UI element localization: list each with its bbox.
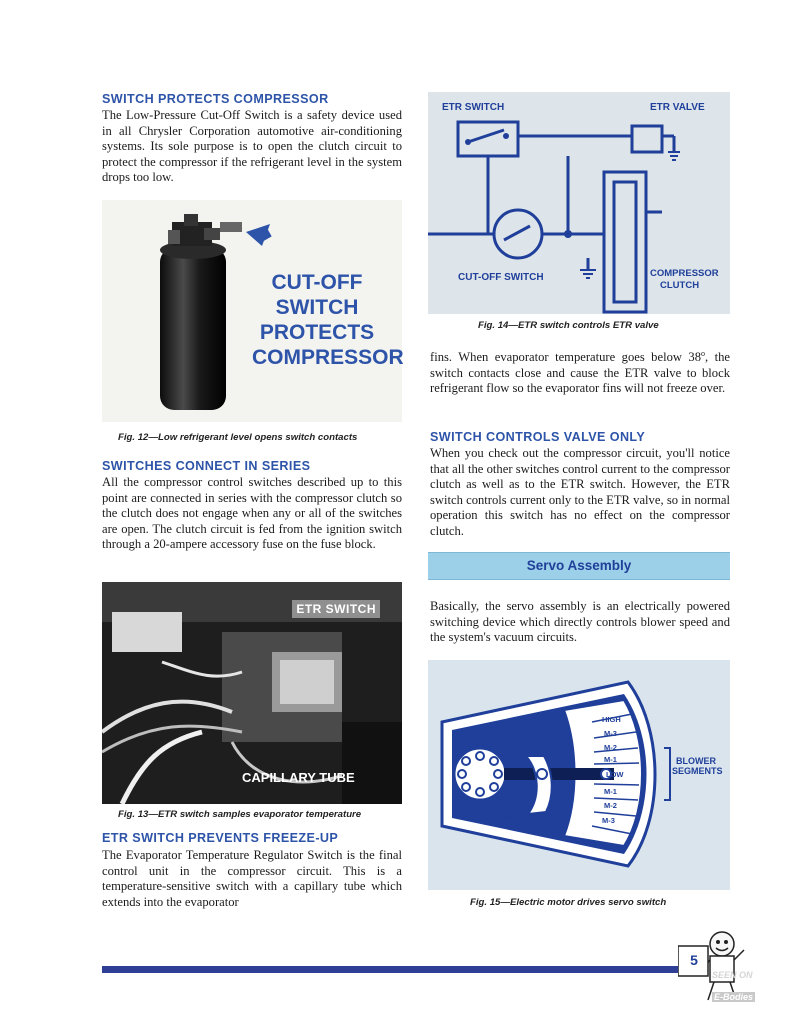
etr-circuit-diagram [428,92,730,314]
servo-banner-title: Servo Assembly [526,558,632,573]
figure-13 [102,582,402,804]
watermark-seen-on: SEEN ON [712,970,753,980]
fig14-caption: Fig. 14—ETR switch controls ETR valve [478,320,659,331]
fig15-label-switch-arm: SWITCH ARM [464,726,523,736]
fig12-caption: Fig. 12—Low refrigerant level opens switch contacts [118,432,358,443]
fig13-label-capillary: CAPILLARY TUBE [242,770,355,785]
fig12-overlay-label [252,270,404,370]
fig14-label-clutch: CLUTCH [660,280,700,291]
segment-label: M-1 [604,755,617,764]
servo-switch-diagram [428,660,730,890]
fig12-label-line2: SWITCH [275,296,359,319]
segment-label: HIGH [602,715,621,724]
figure-15 [428,660,730,890]
paragraph-cutoff-switch: The Low-Pressure Cut-Off Switch is a safety device used in all Chrysler Corporation automotive air-conditioning systems. Its sole purpose is to open the clutch circuit to protect the compressor if the refrigerant level in the system drops too low. [102,108,402,185]
circuit-wires [428,122,674,312]
fig15-label-outer-1: OUTER [532,716,564,726]
figure-12 [102,200,402,422]
fig12-label-line1: CUT-OFF [271,271,363,294]
paragraph-series: All the compressor control switches described up to this point are connected in series with the compressor clutch so the clutch does not engage when any or all of the switches are open. The clutch circuit is fed from the ignition switch through a 20-ampere accessory fuse on the fuse block. [102,475,402,552]
fig15-label-blower-2: SEGMENTS [672,766,723,776]
fig14-label-cutoff: CUT-OFF SWITCH [458,272,544,283]
figure-14 [428,92,730,314]
paragraph-fins [430,346,730,397]
heading-switch-controls-valve: SWITCH CONTROLS VALVE ONLY [430,430,646,444]
fig14-label-etr-switch: ETR SWITCH [442,102,505,113]
segment-label: M-2 [604,743,617,752]
segment-label: LOW [606,770,624,779]
page-mascot [678,930,768,1010]
fig13-label-etr-switch: ETR SWITCH [292,600,380,618]
paragraph-servo: Basically, the servo assembly is an electrically powered switching device which directly controls blower speed and the system's vacuum circuits. [430,599,730,645]
fig12-label-line4: COMPRESSOR [252,346,404,369]
fig15-label-inner-slider: INNER SLIDER [500,812,564,822]
fig14-label-etr-valve: ETR VALVE [650,102,705,113]
paragraph-compressor-circuit: When you check out the compressor circuit, you'll notice that all the other switches control current to the compressor clutch as well as to the ETR switch. However, the ETR switch controls current only to the ETR valve, so in normal operation this switch has no effect on the compressor clutch. [430,446,730,538]
degree-sign: o [701,349,705,358]
heading-switch-protects-compressor: SWITCH PROTECTS COMPRESSOR [102,92,329,106]
fig13-caption: Fig. 13—ETR switch samples evaporator temperature [118,809,362,820]
segment-label: M-1 [604,787,617,796]
fig12-label-line3: PROTECTS [259,321,375,344]
footer-bar [102,966,680,973]
heading-switches-connect: SWITCHES CONNECT IN SERIES [102,459,311,473]
watermark-ebodies: E-Bodies [714,992,754,1002]
fig15-label-blower-1: BLOWER [676,756,716,766]
segment-label: M-2 [604,801,617,810]
heading-etr-freeze: ETR SWITCH PREVENTS FREEZE-UP [102,831,339,845]
paragraph-fins-part1: fins. When evaporator temperature goes below 38 [430,350,701,365]
servo-assembly-banner [428,552,730,580]
segment-label: M-3 [602,816,615,825]
fig15-label-outer-2: SLIDER [532,726,566,736]
segment-label: M-3 [604,729,617,738]
fig15-caption: Fig. 15—Electric motor drives servo switch [470,897,667,908]
page-number: 5 [690,952,698,968]
paragraph-fins-part2: , the switch contacts close and cause the ETR valve to block refrigerant flow so the evaporator fins will not freeze over. [430,350,730,396]
paragraph-etr: The Evaporator Temperature Regulator Switch is the final control unit in the compressor circuit. This is a temperature-sensitive switch with a capillary tube which extends into the evaporator [102,848,402,909]
fig14-label-compressor: COMPRESSOR [650,268,719,279]
